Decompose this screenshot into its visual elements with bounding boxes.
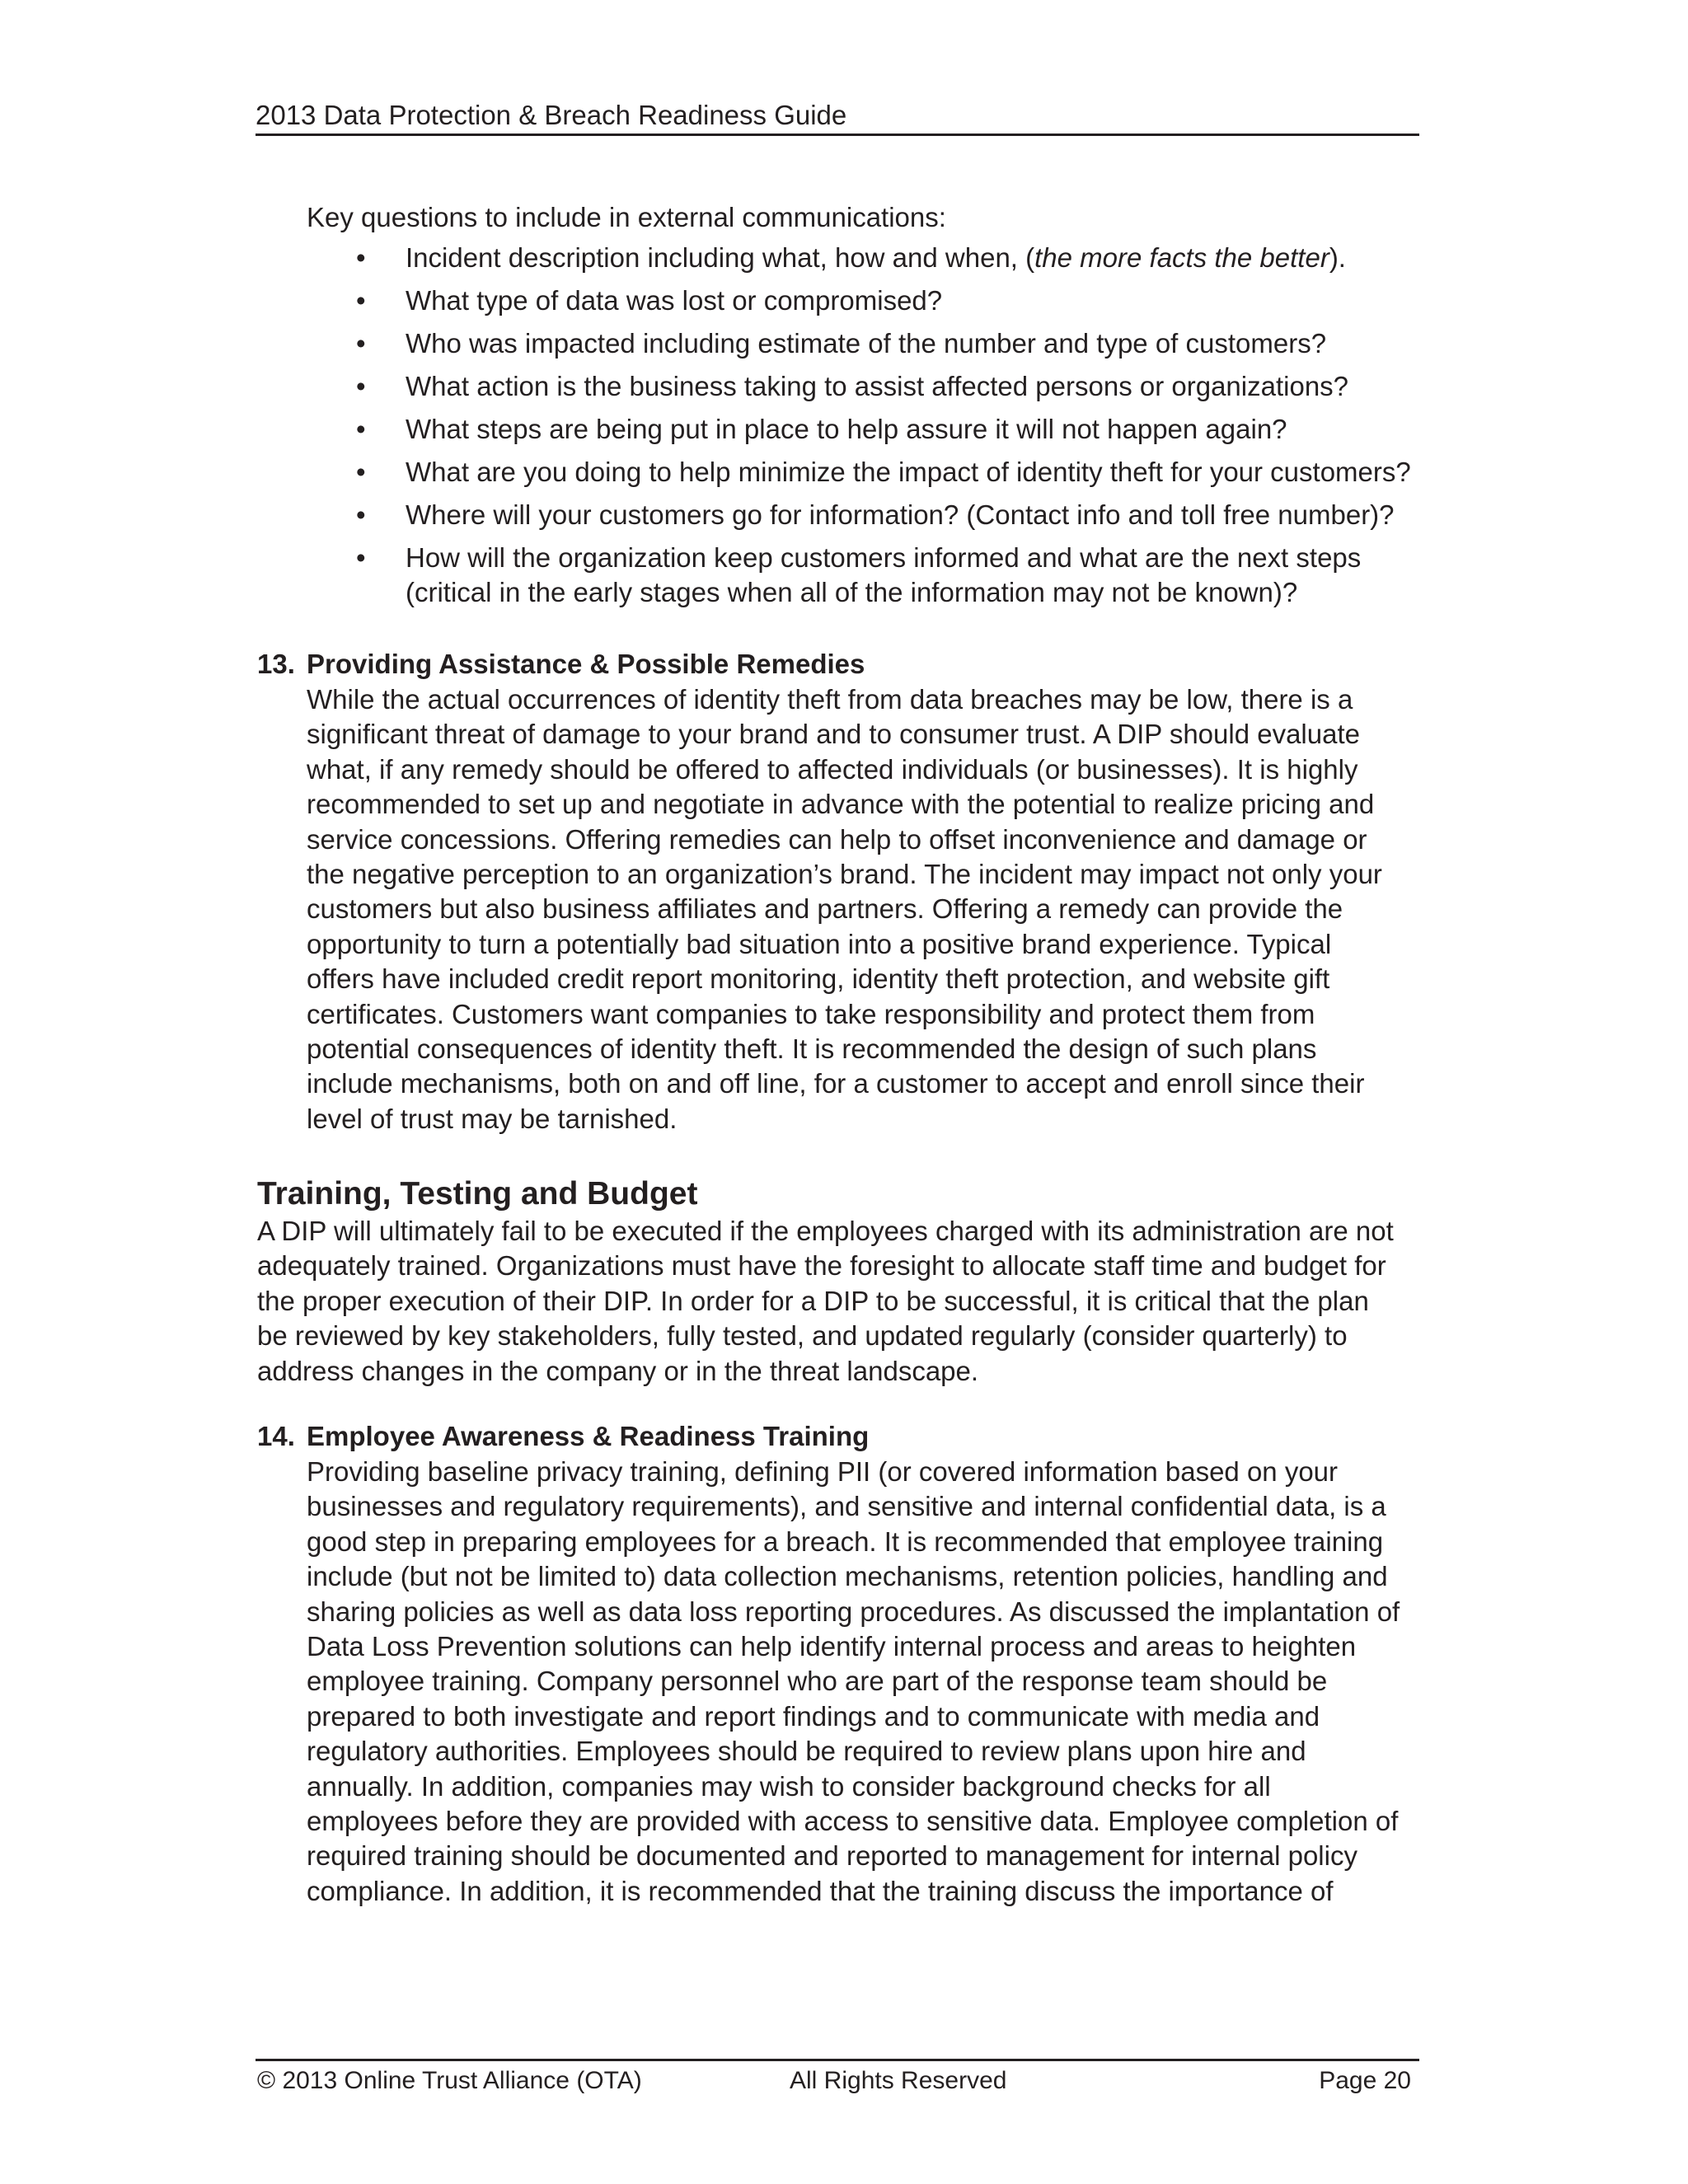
paragraph-line: opportunity to turn a potentially bad situation into a positive brand experience. Typical [307, 928, 1332, 959]
paragraph-line: what, if any remedy should be offered to affected individuals (or businesses). It is highly [307, 753, 1358, 785]
list-item-text: How will the organization keep customers informed and what are the next steps [406, 542, 1362, 573]
bullet-icon: • [356, 542, 366, 573]
paragraph-line: businesses and regulatory requirements), and sensitive and internal confidential data, is a [307, 1491, 1386, 1522]
paragraph-line: include (but not be limited to) data collection mechanisms, retention policies, handling and [307, 1561, 1388, 1592]
paragraph-line: significant threat of damage to your brand and to consumer trust. A DIP should evaluate [307, 719, 1360, 750]
section-number: 13. [257, 649, 295, 679]
training-section-body [257, 1214, 1394, 1389]
paragraph-line: address changes in the company or in the threat landscape. [257, 1355, 979, 1386]
paragraph-line: While the actual occurrences of identity theft from data breaches may be low, there is a [307, 684, 1353, 715]
emphasis-text: the more facts the better [1034, 242, 1329, 273]
page-number: Page 20 [1319, 2067, 1411, 2094]
paragraph-line: recommended to set up and negotiate in advance with the potential to realize pricing and [307, 789, 1375, 820]
bullet-icon: • [356, 457, 366, 487]
list-item-text: (critical in the early stages when all of the information may not be known)? [406, 577, 1298, 607]
list-item-text: What are you doing to help minimize the impact of identity theft for your customers? [406, 457, 1411, 487]
list-item-text: Incident description including what, how and when, (the more facts the better). [406, 242, 1346, 273]
document-title: 2013 Data Protection & Breach Readiness Guide [256, 100, 847, 130]
footer-copyright: © 2013 Online Trust Alliance (OTA) [257, 2067, 642, 2094]
paragraph-line: good step in preparing employees for a breach. It is recommended that employee training [307, 1526, 1384, 1557]
list-item-text: Where will your customers go for information? (Contact info and toll free number)? [406, 499, 1395, 530]
bullet-icon: • [356, 285, 366, 316]
paragraph-line: annually. In addition, companies may wish to consider background checks for all [307, 1770, 1271, 1802]
list-item [307, 284, 1428, 318]
paragraph-line: the proper execution of their DIP. In order for a DIP to be successful, it is critical that the plan [257, 1285, 1369, 1316]
list-item-text: What steps are being put in place to help assure it will not happen again? [406, 414, 1287, 444]
list-item [307, 241, 1428, 275]
external-communications-intro: Key questions to include in external communications: [307, 202, 946, 232]
bullet-icon: • [356, 242, 366, 273]
section-number: 14. [257, 1421, 295, 1451]
paragraph-line: be reviewed by key stakeholders, fully tested, and updated regularly (consider quarterly) to [257, 1320, 1348, 1352]
page-footer [256, 2059, 1419, 2099]
training-section-heading: Training, Testing and Budget [257, 1176, 698, 1212]
paragraph-line: adequately trained. Organizations must have the foresight to allocate staff time and budget for [257, 1250, 1386, 1282]
list-item [307, 498, 1428, 532]
footer-rights: All Rights Reserved [790, 2067, 1007, 2094]
paragraph-line: offers have included credit report monitoring, identity theft protection, and website gift [307, 963, 1330, 995]
section-title: Employee Awareness & Readiness Training [307, 1421, 870, 1451]
list-item-text: Who was impacted including estimate of the number and type of customers? [406, 328, 1327, 359]
bullet-icon: • [356, 414, 366, 444]
bullet-icon: • [356, 328, 366, 359]
list-item [307, 326, 1428, 361]
paragraph-line: certificates. Customers want companies to take responsibility and protect them from [307, 998, 1315, 1029]
paragraph-line: Providing baseline privacy training, defining PII (or covered information based on your [307, 1456, 1339, 1487]
list-item [307, 455, 1428, 490]
page-header [256, 97, 1419, 136]
bullet-icon: • [356, 371, 366, 401]
list-item [307, 369, 1428, 404]
section-title: Providing Assistance & Possible Remedies [307, 649, 865, 679]
section-14-heading [257, 1419, 869, 1454]
paragraph-line: Data Loss Prevention solutions can help identify internal process and areas to heighten [307, 1631, 1357, 1662]
paragraph-line: regulatory authorities. Employees should be required to review plans upon hire and [307, 1736, 1306, 1767]
section-13-heading [257, 647, 865, 682]
paragraph-line: required training should be documented and reported to management for internal policy [307, 1840, 1357, 1872]
paragraph-line: service concessions. Offering remedies can help to offset inconvenience and damage or [307, 823, 1367, 855]
section-14-body [307, 1455, 1400, 1909]
paragraph-line: include mechanisms, both on and off line, for a customer to accept and enroll since their [307, 1068, 1365, 1099]
external-communications-list [307, 241, 1428, 618]
paragraph-line: employees before they are provided with access to sensitive data. Employee completion of [307, 1806, 1399, 1837]
paragraph-line: level of trust may be tarnished. [307, 1103, 678, 1134]
paragraph-line: compliance. In addition, it is recommended that the training discuss the importance of [307, 1875, 1334, 1906]
section-13-body [307, 682, 1382, 1137]
paragraph-line: potential consequences of identity theft. It is recommended the design of such plans [307, 1033, 1317, 1065]
paragraph-line: A DIP will ultimately fail to be executed if the employees charged with its administration are not [257, 1216, 1394, 1246]
paragraph-line: customers but also business affiliates and partners. Offering a remedy can provide the [307, 893, 1343, 925]
paragraph-line: the negative perception to an organization’s brand. The incident may impact not only your [307, 859, 1382, 890]
list-item-text: What type of data was lost or compromised? [406, 285, 943, 316]
bullet-icon: • [356, 499, 366, 530]
paragraph-line: sharing policies as well as data loss reporting procedures. As discussed the implantation of [307, 1596, 1400, 1627]
list-item [307, 412, 1428, 447]
list-item-text: What action is the business taking to assist affected persons or organizations? [406, 371, 1349, 401]
list-item [307, 541, 1428, 610]
paragraph-line: employee training. Company personnel who are part of the response team should be [307, 1666, 1328, 1697]
paragraph-line: prepared to both investigate and report findings and to communicate with media and [307, 1700, 1320, 1732]
